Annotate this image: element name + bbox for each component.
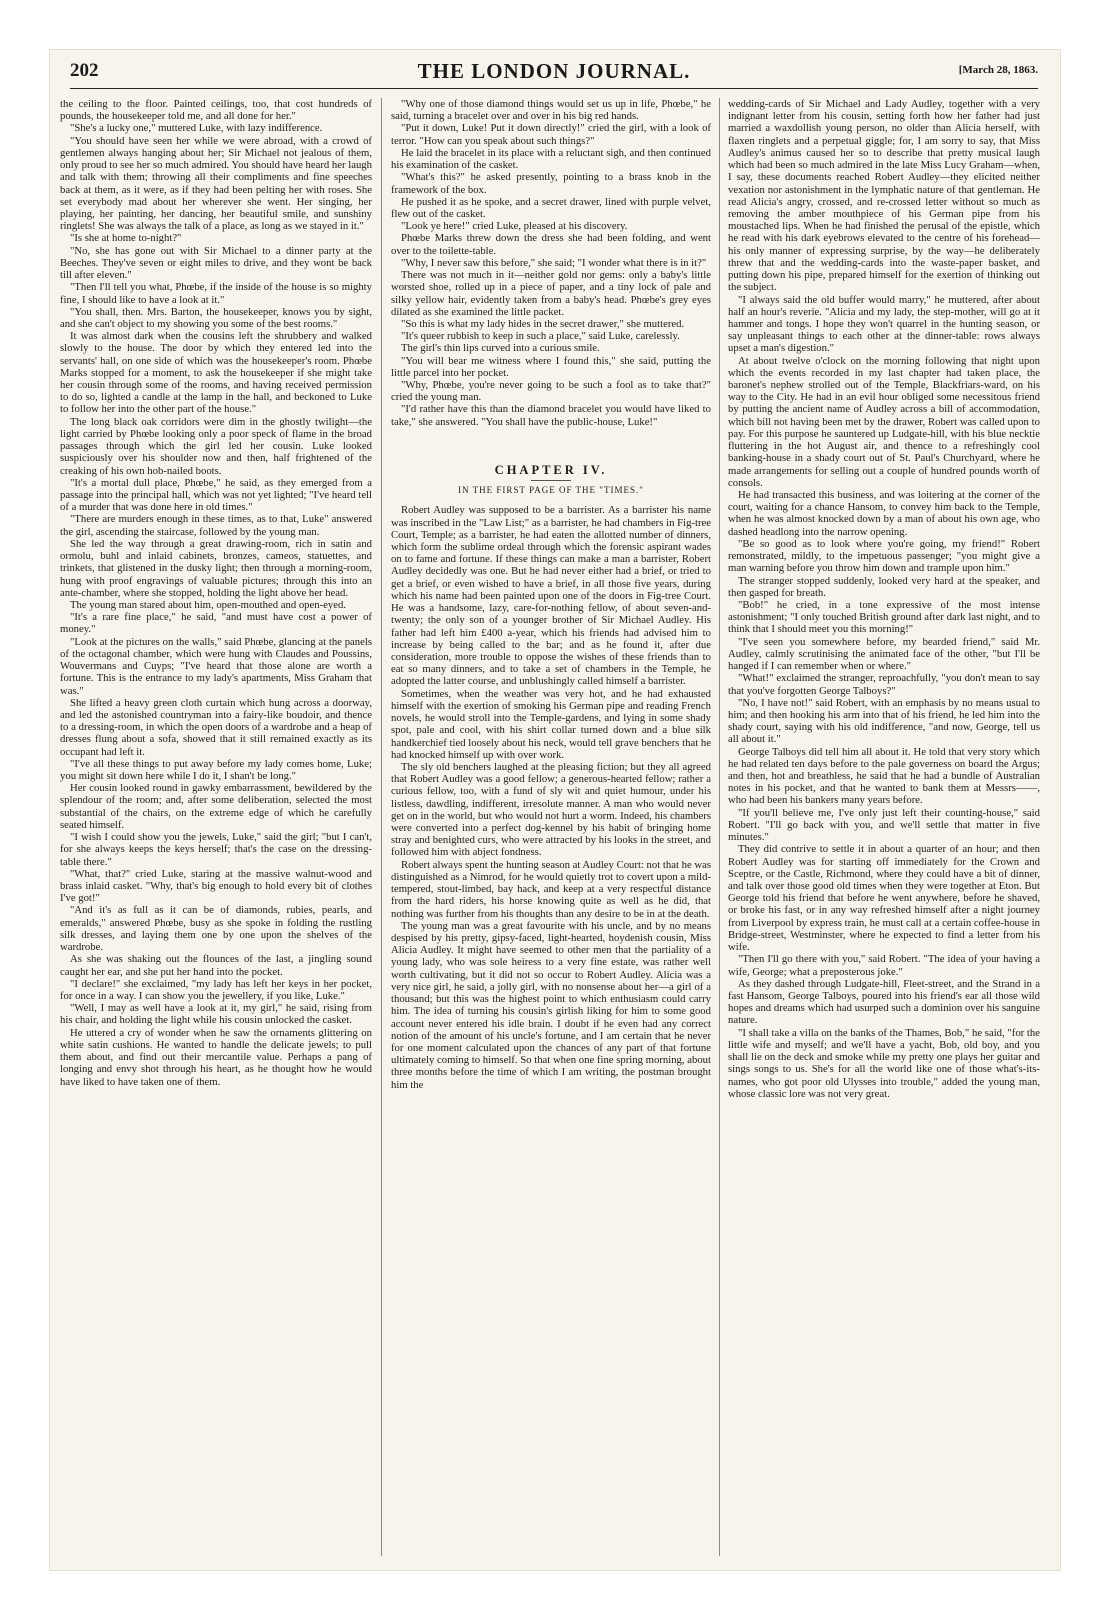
header-rule [70, 88, 1038, 89]
paragraph: "I shall take a villa on the banks of the Thames, Bob," he said, "for the little wife and myself; and we'll have a yacht, Bob, old boy, and you shall lie on the deck and smoke while my pretty one plays her guitar and sings songs to us. She's for all the world like one of those what's-its-names, who got poor old Ulysses into trouble," added the young man, whose classic lore was not very great. [728, 1026, 1040, 1100]
issue-date: [March 28, 1863. [958, 64, 1038, 76]
paragraph: "You should have seen her while we were abroad, with a crowd of gentlemen always hanging about her; Sir Michael not jealous of them, only proud to see her so much admired. You should have heard her laugh and talk with them; throwing all their compliments and fine speeches back at them, as it were, as if they had been pelting her with roses. She set everybody mad about her wherever she went. Her singing, her playing, her painting, her dancing, her beautiful smile, and sunshiny ringlets! She was always the talk of a place, as long as we stayed in it." [60, 134, 372, 233]
paragraph: He had transacted this business, and was loitering at the corner of the court, waiting for a chance Hansom, to convey him back to the Temple, when he was almost knocked down by a man of about his own age, who dashed headlong into the narrow opening. [728, 489, 1040, 538]
paragraph: "So this is what my lady hides in the secret drawer," she muttered. [401, 317, 685, 330]
paragraph: "Why, I never saw this before," she said; "I wonder what there is in it?" [401, 256, 707, 269]
paragraph: "What, that?" cried Luke, staring at the massive walnut-wood and brass inlaid casket. "Why, that's big enough to hold every bit of clothes I've got!" [60, 867, 372, 905]
chapter-rule [531, 480, 571, 481]
paragraph: "No, I have not!" said Robert, with an emphasis by no means usual to him; and then hooking his arm into that of his friend, he led him into the shady court, saying with his old indifference, "and now, George, tell us all about it." [728, 696, 1040, 746]
paragraph: The long black oak corridors were dim in the ghostly twilight—the light carried by Phœbe looking only a poor speck of flame in the broad passages through which the girl led her cousin. Luke looked suspiciously over his shoulder now and then, half frightened of the creaking of his own hob-nailed boots. [60, 415, 372, 477]
page-header [70, 56, 1038, 86]
paragraph: "I always said the old buffer would marry," he muttered, after about half an hour's reverie. "Alicia and my lady, the step-mother, will go at it hammer and tongs. I hope they won't quarrel in the hunting season, or say unpleasant things to each other at the dinner-table: rows always upset a man's digestion." [728, 293, 1040, 355]
paragraph: "Why, Phœbe, you're never going to be such a fool as to take that?" cried the young man. [391, 379, 711, 404]
paragraph: "You shall, then. Mrs. Barton, the housekeeper, knows you by sight, and she can't object to my showing you some of the best rooms." [60, 305, 372, 330]
paragraph: She lifted a heavy green cloth curtain which hung across a doorway, and led the astonished countryman into a fairy-like boudoir, and thence to a dressing-room, in which the open doors of a wardrobe and a heap of dresses flung about a sofa, showed that it still remained exactly as its occupant had left it. [60, 696, 372, 758]
paragraph: "And it's as full as it can be of diamonds, rubies, pearls, and emeralds," answered Phœbe, busy as she spoke in folding the rustling silk dresses, and laying them one by one upon the shelves of the wardrobe. [60, 904, 372, 954]
paragraph: Phœbe Marks threw down the dress she had been folding, and went over to the toilette-table. [391, 232, 711, 257]
chapter-subtitle: IN THE FIRST PAGE OF THE "TIMES." [458, 485, 644, 496]
paragraph: "Why one of those diamond things would set us up in life, Phœbe," he said, turning a bracelet over and over in his big red hands. [391, 98, 711, 123]
chapter-title: CHAPTER IV. [494, 462, 608, 477]
paragraph: "You will bear me witness where I found this," she said, putting the little parcel into her pocket. [391, 354, 711, 379]
paragraph: "It's a rare fine place," he said, "and must have cost a power of money." [60, 611, 372, 636]
paragraph: "She's a lucky one," muttered Luke, with lazy indifference. [70, 122, 323, 135]
paragraph: "Be so good as to look where you're going, my friend!" Robert remonstrated, mildly, to the impetuous passenger; "you might give a man warning before you throw him down and trample upon him." [728, 537, 1040, 575]
paragraph: The young man stared about him, open-mouthed and open-eyed. [70, 598, 347, 611]
journal-title: THE LONDON JOURNAL. [417, 59, 691, 83]
paragraph: George Talboys did tell him all about it. He told that very story which he had related ten days before to the pale governess on board the Argus; and then, hot and breathless, he said that he had a bundle of Australian notes in his pocket, and that he wanted to bank them at Messrs——, who had been his bankers many years before. [728, 745, 1040, 807]
paragraph: "Then I'll tell you what, Phœbe, if the inside of the house is so mighty fine, I should like to have a look at it." [60, 281, 372, 306]
paragraph: "No, she has gone out with Sir Michael to a dinner party at the Beeches. They've seven or eight miles to drive, and they wont be back till after eleven." [60, 244, 372, 282]
paragraph: wedding-cards of Sir Michael and Lady Audley, together with a very indignant letter from his cousin, setting forth how her father had just married a waxdollish young person, no older than Alicia herself, with flaxen ringlets and a perpetual giggle; for, I am sorry to say, that Miss Audley's animus caused her so to describe that pretty musical laugh which had been so much admired in the late Miss Lucy Graham—when, I say, these documents reached Robert Audley—they elicited neither vexation nor astonishment in the lymphatic nature of that gentleman. He read Alicia's angry, crossed, and re-crossed letter without so much as removing the amber mouthpiece of his German pipe from his moustached lips. When he had finished the perusal of the epistle, which he read with his dark eyebrows elevated to the centre of his forehead—his only manner of expressing surprise, by the way—he deliberately threw that and the wedding-cards into the waste-paper basket, and putting down his pipe, prepared himself for the exertion of thinking out the subject. [728, 98, 1040, 294]
paragraph: "I declare!" she exclaimed, "my lady has left her keys in her pocket, for once in a way. I can show you the jewellery, if you like, Luke." [60, 977, 372, 1002]
column-2-story-continuation [391, 98, 711, 428]
column-divider [719, 98, 720, 1556]
column-2-chapter-text [391, 504, 711, 1091]
paragraph: He laid the bracelet in its place with a reluctant sigh, and then continued his examination of the casket. [391, 146, 711, 172]
paragraph: Robert always spent the hunting season at Audley Court: not that he was distinguished as a Nimrod, for he would quietly trot to covert upon a mild-tempered, stout-limbed, bay hack, and keep at a very respectful distance from the hard riders, his horse knowing quite as well as he did, that nothing was further from his thoughts than any desire to be in at the death. [391, 858, 711, 920]
paragraph: "What's this?" he asked presently, pointing to a brass knob in the framework of the box. [391, 171, 711, 196]
paragraph: She led the way through a great drawing-room, rich in satin and ormolu, buhl and inlaid cabinets, bronzes, cameos, statuettes, and trinkets, that glistened in the dusky light; then through a morning-room, hung with proof engravings of valuable pictures; through this into an ante-chamber, where she stopped, holding the light above her head. [60, 537, 372, 599]
paragraph: "Look at the pictures on the walls," said Phœbe, glancing at the panels of the octagonal chamber, which were hung with Claudes and Poussins, Wouvermans and Cuyps; "I've heard that those alone are worth a fortune. This is the entrance to my lady's apartments, Miss Graham that was." [60, 635, 372, 697]
paragraph: "It's queer rubbish to keep in such a place," said Luke, carelessly. [401, 330, 680, 343]
paragraph: As they dashed through Ludgate-hill, Fleet-street, and the Strand in a fast Hansom, George Talboys, poured into his friend's ear all those wild hopes and dreams which had usurped such a dominion over his sanguine nature. [728, 977, 1040, 1027]
paragraph: The sly old benchers laughed at the pleasing fiction; but they all agreed that Robert Audley was a good fellow; a generous-hearted fellow; rather a curious fellow, too, with a fund of sly wit and quiet humour, under his listless, dawdling, indifferent, irresolute manner. A man who would never get on in the world, but who would not hurt a worm. Indeed, his chambers were converted into a perfect dog-kennel by his habit of bringing home stray and benighted curs, who were attracted by his looks in the street, and followed him with abject fondness. [391, 760, 711, 859]
paragraph: "I've all these things to put away before my lady comes home, Luke; you might sit down here while I do it, I shan't be long." [60, 757, 372, 783]
paragraph: "I wish I could show you the jewels, Luke," said the girl; "but I can't, for she always keeps the keys herself; that's the case on the dressing-table there." [60, 831, 372, 868]
paragraph: "Put it down, Luke! Put it down directly!" cried the girl, with a look of terror. "How can you speak about such things?" [391, 122, 711, 147]
paragraph: "Look ye here!" cried Luke, pleased at his discovery. [401, 220, 628, 233]
paragraph: "If you'll believe me, I've only just left their counting-house," said Robert. "I'll go back with you, and we'll settle that matter in five minutes." [728, 806, 1040, 844]
paragraph: "I'd rather have this than the diamond bracelet you would have liked to take," she answered. "You shall have the public-house, Luke!" [391, 403, 711, 428]
paragraph: "What!" exclaimed the stranger, reproachfully, "you don't mean to say that you've forgotten George Talboys?" [728, 672, 1040, 697]
paragraph: He uttered a cry of wonder when he saw the ornaments glittering on white satin cushions. He wanted to handle the delicate jewels; to pull them about, and find out their mercantile value. Perhaps a pang of longing and envy shot through his heart, as he thought how he would have liked to have taken one of them. [60, 1026, 372, 1088]
paragraph: Her cousin looked round in gawky embarrassment, bewildered by the splendour of the room; and, after some deliberation, selected the most substantial of the chairs, on the extreme edge of which he carefully seated himself. [60, 782, 372, 831]
text-column-1 [60, 98, 372, 1564]
paragraph: It was almost dark when the cousins left the shrubbery and walked slowly to the house. The door by which they entered led into the servants' hall, on one side of which was the housekeeper's room. Phœbe Marks stopped for a moment, to ask the housekeeper if she might take her cousin through some of the rooms, and having received permission to do so, lighted a candle at the lamp in the hall, and beckoned to Luke to follow her into the other part of the house." [60, 330, 372, 416]
paragraph: "Well, I may as well have a look at it, my girl," he said, rising from his chair, and holding the light while his cousin unlocked the casket. [60, 1002, 372, 1027]
text-column-2 [391, 98, 711, 1564]
paragraph: "It's a mortal dull place, Phœbe," he said, as they emerged from a passage into the principal hall, which was not yet lighted; "I've heard tell of a murder that was done here in old times." [60, 476, 372, 514]
paragraph: Sometimes, when the weather was very hot, and he had exhausted himself with the exertion of smoking his German pipe and reading French novels, he would stroll into the Temple-gardens, and lying in some shady spot, pale and cool, with his shirt collar turned down and a blue silk handkerchief tied loosely about his neck, would tell grave benchers that he had knocked himself up with over work. [391, 687, 711, 761]
page-number: 202 [70, 60, 99, 81]
paragraph: The young man was a great favourite with his uncle, and by no means despised by his pretty, gipsy-faced, light-hearted, hoydenish cousin, Miss Alicia Audley. It might have seemed to other men that the partiality of a young lady, who was sole heiress to a very fine estate, was rather well worth cultivating, but it did not so occur to Robert Audley. Alicia was a very nice girl, he said, a jolly girl, with no nonsense about her—a girl of a thousand; but this was the highest point to which enthusiasm could carry him. The idea of turning his cousin's girlish liking for him to some good account never entered his idle brain. I doubt if he even had any correct notion of the amount of his uncle's fortune, and I am certain that he never for one moment calculated upon the chances of any part of that fortune ultimately coming to himself. So that when one fine spring morning, about three months before the time of which I am writing, the postman brought him the [391, 919, 711, 1091]
paragraph: The girl's thin lips curved into a curious smile. [401, 342, 600, 355]
paragraph: "Bob!" he cried, in a tone expressive of the most intense astonishment; "I only touched British ground after dark last night, and to think that I should meet you this morning!" [728, 598, 1040, 636]
column-divider [381, 98, 382, 1556]
paragraph: "I've seen you somewhere before, my bearded friend," said Mr. Audley, calmly scrutinising the animated face of the other, "but I'll be hanged if I can remember when or where." [728, 635, 1040, 673]
paragraph: As she was shaking out the flounces of the last, a jingling sound caught her ear, and she put her hand into the pocket. [60, 953, 372, 978]
paragraph: He pushed it as he spoke, and a secret drawer, lined with purple velvet, flew out of the casket. [391, 195, 711, 220]
paragraph: the ceiling to the floor. Painted ceilings, too, that cost hundreds of pounds, the housekeeper told me, and all done for her." [60, 98, 372, 123]
paragraph: At about twelve o'clock on the morning following that night upon which the events recorded in my last chapter had taken place, the baronet's nephew strolled out of the Temple, Blackfriars-ward, on his way to the City. He had in an evil hour obliged some necessitous friend by putting the ancient name of Audley across a bill of accommodation, which bill not having been met by the drawer, Robert was called upon to pay. For this purpose he sauntered up Ludgate-hill, with his blue necktie fluttering in the hot August air, and thence to a refreshingly cool banking-house in a shady court out of St. Paul's Churchyard, where he made arrangements for selling out a couple of hundred pounds worth of consols. [728, 354, 1040, 489]
paragraph: The stranger stopped suddenly, looked very hard at the speaker, and then gasped for breath. [728, 574, 1040, 599]
newspaper-page [50, 50, 1060, 1570]
paragraph: Robert Audley was supposed to be a barrister. As a barrister his name was inscribed in the "Law List;" as a barrister, he had chambers in Fig-tree Court, Temple; as a barrister, he had eaten the allotted number of dinners, which form the sublime ordeal through which the forensic aspirant wades on to fame and fortune. If these things can make a man a barrister, Robert Audley decidedly was one. But he had never either had a brief, or tried to get a brief, or even wished to have a brief, in all those five years, during which his name had been painted upon one of the doors in Fig-tree Court. He was a handsome, lazy, care-for-nothing fellow, of about seven-and-twenty; the only son of a younger brother of Sir Michael Audley. His father had left him £400 a-year, which his friends had advised him to increase by being called to the bar; and as he found it, after due consideration, more trouble to oppose the wishes of these friends than to eat so many dinners, and to take a set of chambers in the Temple, he adopted the latter course, and unblushingly called himself a barrister. [391, 504, 711, 688]
paragraph: "There are murders enough in these times, as to that, Luke" answered the girl, ascending the staircase, followed by the young man. [60, 513, 372, 538]
paragraph: "Is she at home to-night?" [70, 232, 182, 245]
paragraph: There was not much in it—neither gold nor gems: only a baby's little worsted shoe, rolled up in a piece of paper, and a tiny lock of pale and silky yellow hair, evidently taken from a baby's head. Phœbe's grey eyes dilated as she examined the little packet. [391, 269, 711, 318]
paragraph: They did contrive to settle it in about a quarter of an hour; and then Robert Audley was for starting off immediately for the Crown and Sceptre, or the Castle, Richmond, where they could have a bit of dinner, and talk over those good old times when they were together at Eton. But George told his friend that before he went anywhere, before he shaved, or broke his fast, or in any way refreshed himself after a night journey from Liverpool by express train, he must call at a certain coffee-house in Bridge-street, Westminster, where he expected to find a letter from his wife. [728, 843, 1040, 954]
chapter-heading [391, 464, 711, 496]
paragraph: "Then I'll go there with you," said Robert. "The idea of your having a wife, George; what a preposterous joke." [728, 953, 1040, 978]
text-column-3 [728, 98, 1040, 1564]
